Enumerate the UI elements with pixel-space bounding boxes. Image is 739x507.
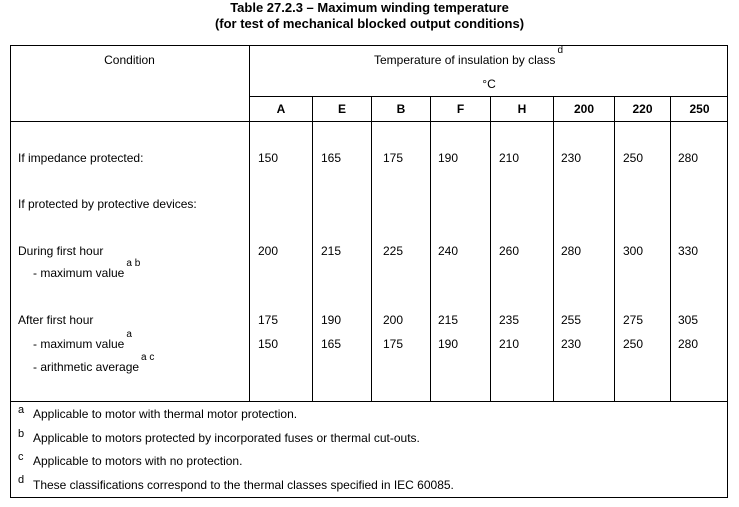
- footnote-c-text: Applicable to motors with no protection.: [33, 454, 243, 468]
- row-sublabel-first-hour-max: [33, 258, 141, 280]
- class-header-h: H: [517, 102, 527, 116]
- cell-impedance-a: 150: [258, 151, 279, 165]
- cell-impedance-b: 175: [383, 151, 404, 165]
- cell-after-avg-250: 280: [678, 337, 699, 351]
- footnote-b-text: Applicable to motors protected by incorporated fuses or thermal cut-outs.: [33, 431, 420, 445]
- class-header-250: 250: [689, 102, 710, 116]
- column-divider: [371, 97, 372, 402]
- footnote-a-mark: a: [18, 404, 25, 416]
- class-header-b: B: [396, 102, 406, 116]
- class-header-a: A: [276, 102, 286, 116]
- column-divider: [553, 97, 554, 402]
- cell-after-avg-200: 230: [561, 337, 582, 351]
- column-divider: [670, 97, 671, 402]
- row-label-protective-devices: If protected by protective devices:: [18, 197, 197, 211]
- class-header-200: 200: [573, 102, 595, 116]
- temperature-header-text: Temperature of insulation by class: [374, 53, 556, 67]
- cell-first-hour-h: 260: [499, 244, 520, 258]
- footnote-divider: [10, 401, 728, 402]
- cell-after-avg-a: 150: [258, 337, 279, 351]
- header-bottom-rule: [10, 121, 728, 122]
- column-divider: [490, 97, 491, 402]
- cell-impedance-220: 250: [623, 151, 644, 165]
- table-subtitle: (for test of mechanical blocked output conditions): [214, 16, 525, 31]
- after-avg-text: - arithmetic average: [33, 360, 140, 374]
- cell-after-avg-b: 175: [383, 337, 404, 351]
- footnote-a-text: Applicable to motor with thermal motor protection.: [33, 407, 298, 421]
- cell-impedance-e: 165: [321, 151, 342, 165]
- column-divider: [312, 97, 313, 402]
- cell-first-hour-220: 300: [623, 244, 644, 258]
- cell-after-max-200: 255: [561, 313, 582, 327]
- cell-first-hour-250: 330: [678, 244, 699, 258]
- column-divider: [614, 97, 615, 402]
- class-header-e: E: [337, 102, 346, 116]
- cell-after-max-b: 200: [383, 313, 404, 327]
- cell-after-avg-f: 190: [438, 337, 459, 351]
- cell-after-max-220: 275: [623, 313, 644, 327]
- condition-column-divider: [249, 45, 250, 402]
- temperature-header-note: d: [557, 45, 563, 56]
- cell-impedance-200: 230: [561, 151, 582, 165]
- class-header-f: F: [456, 102, 465, 116]
- after-avg-note: a c: [141, 352, 155, 363]
- cell-after-avg-h: 210: [499, 337, 520, 351]
- temperature-header: [374, 45, 563, 67]
- cell-after-avg-220: 250: [623, 337, 644, 351]
- cell-impedance-h: 210: [499, 151, 520, 165]
- after-max-text: - maximum value: [33, 337, 125, 351]
- footnote-d-mark: d: [18, 474, 25, 486]
- after-max-note: a: [126, 329, 132, 340]
- footnote-d-text: These classifications correspond to the thermal classes specified in IEC 60085.: [33, 478, 454, 492]
- cell-after-max-f: 215: [438, 313, 459, 327]
- first-hour-max-text: - maximum value: [33, 266, 125, 280]
- footnote-c-mark: c: [18, 451, 24, 463]
- cell-after-max-h: 235: [499, 313, 520, 327]
- class-header-220: 220: [632, 102, 653, 116]
- column-divider: [430, 97, 431, 402]
- cell-after-max-e: 190: [321, 313, 342, 327]
- cell-after-max-a: 175: [258, 313, 279, 327]
- row-label-first-hour: During first hour: [18, 244, 104, 258]
- table-title: Table 27.2.3 – Maximum winding temperature: [230, 0, 509, 15]
- row-label-impedance: If impedance protected:: [18, 151, 144, 165]
- cell-after-max-250: 305: [678, 313, 699, 327]
- cell-impedance-250: 280: [678, 151, 699, 165]
- row-sublabel-after-max: [33, 329, 132, 351]
- cell-first-hour-a: 200: [258, 244, 279, 258]
- condition-header: Condition: [104, 53, 155, 67]
- first-hour-max-note: a b: [126, 258, 141, 269]
- unit-label: °C: [482, 77, 496, 91]
- footnote-b-mark: b: [18, 428, 25, 440]
- row-sublabel-after-avg: [33, 352, 155, 374]
- row-label-after-first-hour: After first hour: [18, 313, 94, 327]
- cell-first-hour-b: 225: [383, 244, 404, 258]
- cell-first-hour-200: 280: [561, 244, 582, 258]
- cell-after-avg-e: 165: [321, 337, 342, 351]
- cell-first-hour-e: 215: [321, 244, 342, 258]
- header-divider: [250, 96, 728, 97]
- cell-first-hour-f: 240: [438, 244, 459, 258]
- cell-impedance-f: 190: [438, 151, 459, 165]
